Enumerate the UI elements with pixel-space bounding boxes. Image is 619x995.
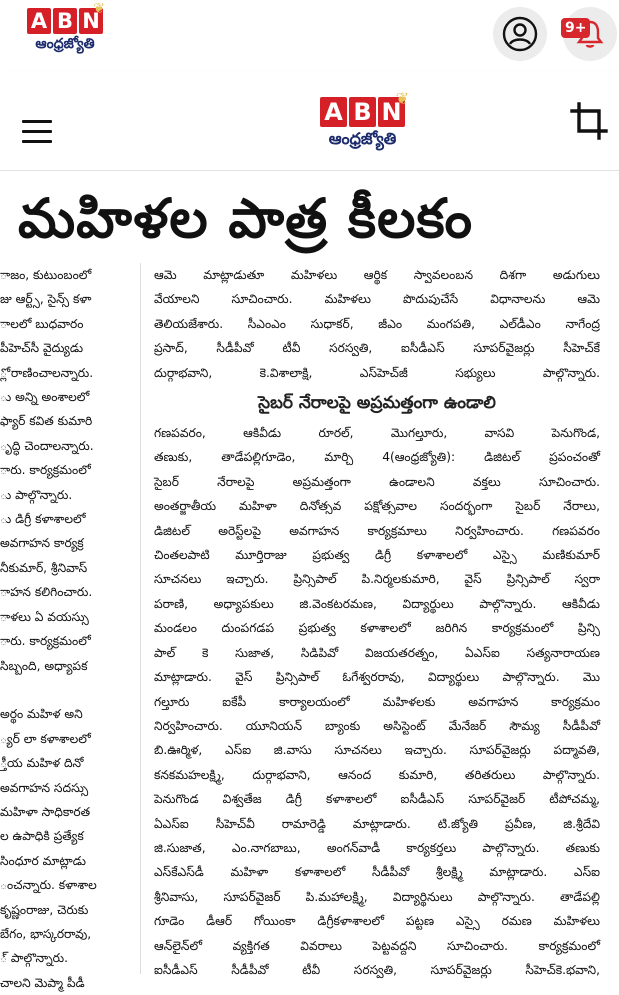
text-line: సూచనలు ఇచ్చారు. ప్రిన్సిపాల్ పి.నిర్మలకుమారి, వైస్ ప్రిన్సిపాల్ స్వరా <box>154 572 600 587</box>
text-line: ంచన్నారు. కళాశాల <box>0 878 97 893</box>
logo-letter: A <box>27 8 51 34</box>
text-line: ల ఉపాధికి ప్రత్యేక <box>0 829 84 844</box>
text-line: బేగం, భాస్కరరావు, <box>0 926 92 941</box>
text-line: వేయాలని సూచించారు. మహిళలు పొదుపుచేసే విధానాలను ఆమె <box>154 292 600 307</box>
notification-badge: 9+ <box>561 18 590 38</box>
text-line: అర్థం మహిళ అని <box>0 707 83 722</box>
text-line: డిజిటల్ అరెస్ట్‌లపై అవగాహన కార్యక్రమాలు నిర్వహించారు. గణపవరం <box>154 523 600 538</box>
crop-icon[interactable] <box>570 102 608 142</box>
nav-bar <box>0 72 619 171</box>
text-line: సిబ్బంది, అధ్యాపక <box>0 658 88 673</box>
text-line: పరాణి, అధ్యాపకులు జి.వెంకటరమణ, విద్యార్థులు పాల్గొన్నారు. ఆకివీడు <box>154 596 600 611</box>
bird-icon: ❦ <box>395 89 409 108</box>
text-line: ారు. కార్యక్రమంలో <box>0 463 91 478</box>
text-line: పాల్ కె సుజాత, సిడిపివో విజయతరత్నం, ఏఎస్ఐ సత్యనారాయణ <box>154 645 600 660</box>
text-line <box>0 678 133 702</box>
text-line: సింధూర మాట్లాడు <box>0 853 86 868</box>
text-line: ు అన్ని అంశాలలో <box>0 390 90 405</box>
logo-letter: B <box>349 97 376 127</box>
text-line: తణుకు, తాడేపల్లిగూడెం, మార్చి 4(ఆంధ్రజ్యోతి): డిజిటల్ ప్రపంచంతో <box>154 450 600 465</box>
top-bar <box>0 0 619 72</box>
left-column <box>0 263 133 995</box>
newspaper-clipping <box>0 171 619 990</box>
logo-letters <box>320 97 405 127</box>
text-line: కనకమహలక్ష్మి, దుర్గాభవాని, ఆనంద కుమారి, తరితరులు పాల్గొన్నారు. <box>154 767 600 782</box>
bird-icon: ❦ <box>93 1 105 17</box>
hamburger-menu-icon[interactable] <box>22 120 52 144</box>
text-line: పెనుగొండ విశ్వతేజ డిగ్రీ కళాశాలలో ఐసీడీఎస్ సూపర్‌వైజర్ టీపోచమ్మ, <box>154 792 600 807</box>
paragraph-1 <box>154 263 600 385</box>
article-subheading: సైబర్ నేరాలపై అప్రమత్తంగా ఉండాలి <box>258 393 496 414</box>
text-line: ు పాల్గొన్నారు. <box>0 487 73 502</box>
text-line: ఫ్యార్ కవిత కుమారి <box>0 414 93 429</box>
logo-letter: N <box>79 8 103 34</box>
text-line: మాట్లాడారు. వైస్ ప్రిన్సిపాల్ ఓగేశ్వరరావు, విద్యార్థులు పాల్గొన్నారు. మొ <box>154 670 600 685</box>
text-line: ఎస్‌కేఎస్‌డీ మహిళా కళాశాలలో సీడీపీవో శ్రీలక్ష్మి మాట్లాడారు. ఎస్ఐ <box>154 865 600 880</box>
text-line: బి.ఊర్మిళ, ఎస్ఐ జి.వాసు సూచనలు ఇచ్చారు. సూపర్‌వైజర్లు పద్మావతి, <box>154 743 600 758</box>
profile-button[interactable] <box>493 7 547 61</box>
text-line: జు ఆర్ట్స్, సైన్స్ కళా <box>0 292 92 307</box>
user-circle-icon <box>502 16 538 52</box>
text-line: ృద్ధి చెందాలన్నారు. <box>0 438 94 453</box>
text-line: కృష్ణంరాజు, చెరుకు <box>0 902 89 917</box>
text-line: ఏఎస్ఐ సీహెచ్‌వీ రామారెడ్డి మాట్లాడారు. టి.జ్యోతి ప్రవీణ, జి.శ్రీదేవి <box>154 816 600 831</box>
text-line: అవగాహన కార్యక్ర <box>0 536 84 551</box>
logo-subtitle: ఆంధ్రజ్యోతి <box>35 36 95 52</box>
text-line: పీహెచ్‌సీ వైద్యుడు <box>0 341 84 356</box>
text-line: ాహన కలిగించారు. <box>0 585 93 600</box>
text-line: నీకుమార్, శ్రీనివాస్ <box>0 560 88 575</box>
text-line: ఐసీడీఎస్ సీడీపీవో టీవీ సరస్వతి, సూపర్‌వైజర్లు సీహెచ్‌కె.భవాని, <box>154 962 600 977</box>
abn-logo[interactable] <box>27 1 105 55</box>
column-divider <box>140 263 141 974</box>
text-line: సైబర్ నేరాలపై అప్రమత్తంగా ఉండాలని వక్తలు సూచించారు. <box>154 474 600 489</box>
text-line: ఆమె మాట్లాడుతూ మహిళలు ఆర్థిక స్వావలంబన దిశగా అడుగులు <box>154 268 600 282</box>
text-line: శ్రీనివాసు, సూపర్‌వైజర్ పి.మహాలక్ష్మి, విద్యార్థినులు పాల్గొన్నారు. తాడేపల్లి <box>154 889 600 904</box>
text-line: మహిళా సాధికారత <box>0 804 91 819</box>
text-line: అవగాహన సదస్సు <box>0 780 89 795</box>
text-line: తెలియజేశారు. సీఎంఎం సుధాకర్, జీఎం మంగపతి, ఎల్‌డీఎం నాగేంద్ర <box>154 316 600 331</box>
menu-line <box>22 130 52 133</box>
text-line: ు డిగ్రీ కళాశాలలో <box>0 512 86 527</box>
text-line: ాజం, కుటుంబంలో <box>0 268 92 282</box>
text-line: మండలం దుంపగడప ప్రభుత్వ కళాశాలలో జరిగిన కార్యక్రమంలో ప్రిన్సి <box>154 621 600 636</box>
text-line: ారు. కార్యక్రమంలో <box>0 634 91 649</box>
right-column <box>154 263 600 982</box>
text-line: ఆన్‌లైన్‌లో వ్యక్తిగత వివరాలు పెట్టవద్దని సూచించారు. కార్యక్రమంలో <box>154 938 600 953</box>
text-line: చాలని మెప్మా పీడీ <box>0 975 85 990</box>
text-line: ్ పాల్గొన్నారు. <box>0 951 68 966</box>
text-line: నిర్వహించారు. యూనియన్ బ్యాంకు అసిస్టెంట్ మేనేజర్ సౌమ్య సీడీపీవో <box>154 718 600 733</box>
text-line: అంతర్జాతీయ మహిళా దినోత్సవ పక్షోత్సవాల సందర్భంగా సైబర్ నేరాలు, <box>154 499 600 514</box>
text-line: ప్రసాద్, సీడీపీవో టీవీ సరస్వతి, ఐసీడీఎస్ సూపర్‌వైజర్లు సీహెచ్‌కే <box>154 341 600 356</box>
article-headline: మహిళల పాత్ర కీలకం <box>18 187 473 250</box>
text-line: ాలలో బుధవారం <box>0 316 84 331</box>
logo-subtitle: ఆంధ్రజ్యోతి <box>328 129 397 148</box>
abn-logo-center[interactable] <box>320 89 409 152</box>
text-line: చింతలపాటి మూర్తిరాజు ప్రభుత్వ డిగ్రీ కళాశాలలో ఎస్సై మణికుమార్ <box>154 548 600 563</box>
menu-line <box>22 140 52 143</box>
logo-letter: N <box>378 97 405 127</box>
logo-letters <box>27 8 103 34</box>
text-line: ్లో రాణించాలన్నారు. <box>0 365 94 380</box>
paragraph-2 <box>154 421 600 982</box>
text-line: దుర్గాభవాని, కె.విశాలాక్షి, ఎస్‌హెచ్‌జీ సభ్యులు పాల్గొన్నారు. <box>154 365 600 380</box>
text-line: గణపవరం, ఆకివీడు రూరల్, మొగల్తూరు, వాసవి పెనుగొండ, <box>154 426 600 441</box>
text-line: జి.సుజాత, ఎం.నాగబాబు, అంగన్‌వాడీ కార్యకర్తలు పాల్గొన్నారు. తణుకు <box>154 840 600 855</box>
text-line: ాళలు ఏ వయస్సు <box>0 609 89 624</box>
text-line: ్తీయ మహిళ దినో <box>0 756 84 771</box>
logo-letter: A <box>320 97 347 127</box>
text-line: ్యర్ లా కళాశాలలో <box>0 731 91 746</box>
logo-letter: B <box>53 8 77 34</box>
text-line: గూడెం డీఆర్ గోయింకా డిగ్రీకళాశాలలో పట్టణ ఎస్సై రమణ మహిళలు <box>154 914 600 929</box>
menu-line <box>22 120 52 123</box>
text-line: గల్తూరు ఐకేపీ కార్యాలయంలో మహిళలకు అవగాహన కార్యక్రమం <box>154 694 600 709</box>
